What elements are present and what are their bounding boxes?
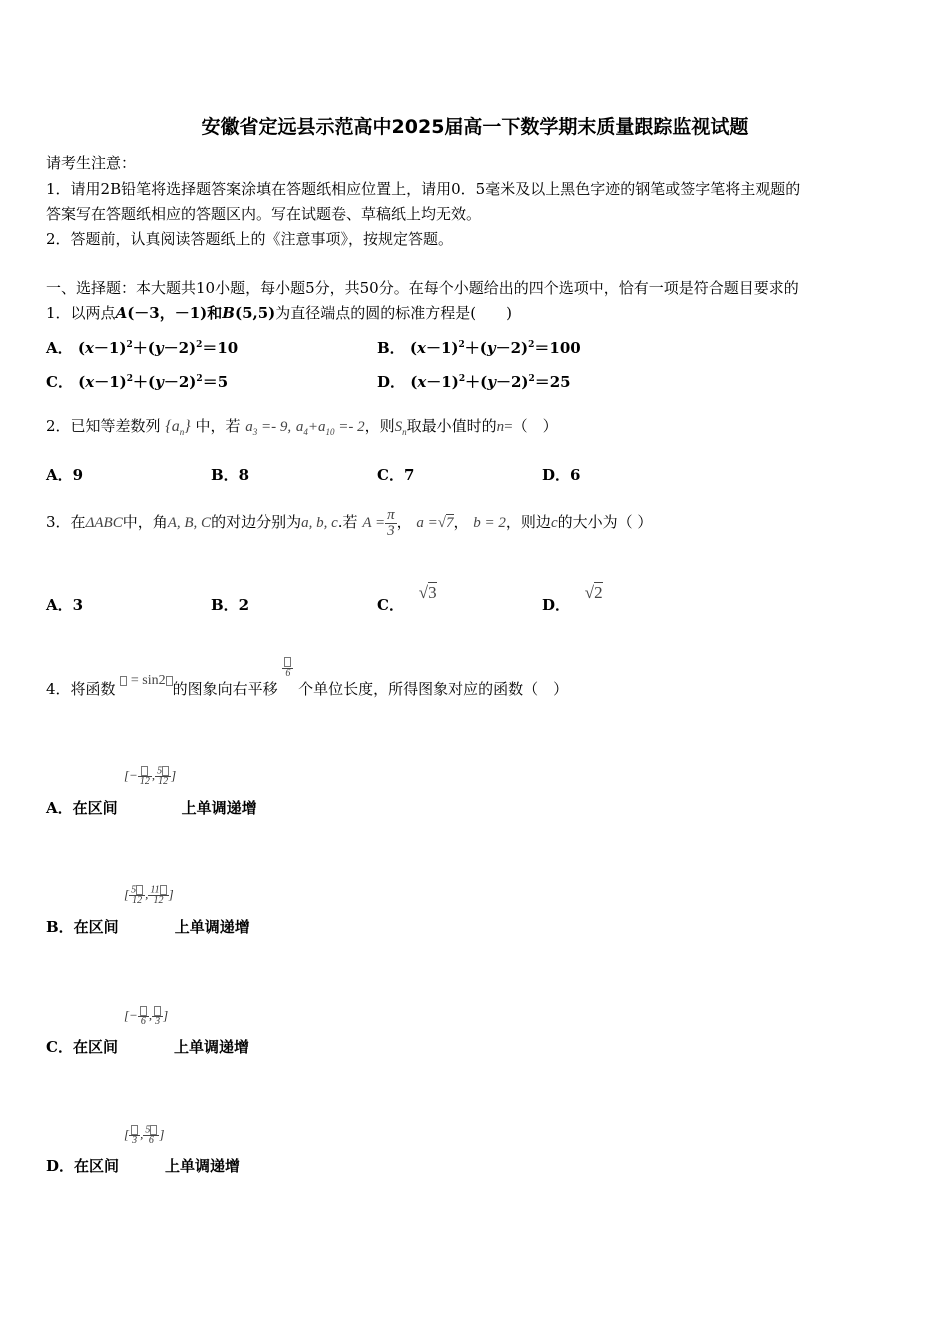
- q4-option-b: B．在区间 上单调递增: [46, 918, 250, 936]
- q4-option-d-interval: [ 3 , $\frac{5}{6}$ ]: [124, 1124, 165, 1147]
- q2-option-d: D．6: [542, 466, 581, 484]
- q3-option-c: C． √3: [377, 583, 437, 614]
- q1-option-a: A． $(x-1)^2+(y-2)^2=10$: [46, 339, 239, 357]
- q4-function: = sin2: [120, 673, 172, 688]
- notice-item1-line2: 答案写在答题纸相应的答题区内。写在试题卷、草稿纸上均无效。: [46, 205, 482, 223]
- page-title: 安徽省定远县示范高中2025届高一下数学期末质量跟踪监视试题: [201, 116, 749, 138]
- q2-number: 2．: [46, 417, 71, 435]
- q4-option-b-interval: [ $\frac{5}{12}$ , $\frac{11}{12}$ ]: [124, 884, 174, 907]
- q3-angle-a: A = $\frac{\pi}{3}$: [362, 507, 395, 539]
- q3-stem: 3．在ΔABC中，角A, B, C的对边分别为a, b, c.若 A = $\frac{\pi}{3}$ ， a =√7， b = 2，则边c的大小为（ ）: [46, 507, 653, 539]
- notice-item1-line1: 1．请用2B铅笔将选择题答案涂填在答题纸相应位置上，请用0．5毫米及以上黑色字迹的钢笔或签字笔将主观题的: [46, 180, 801, 198]
- q4-option-d: D．在区间 上单调递增: [46, 1157, 241, 1175]
- q2-sum: $S_n$: [394, 419, 407, 437]
- q4-option-c-interval: [− 6 , 3 ]: [124, 1007, 169, 1028]
- q2-stem: 2．已知等差数列 $\{a_n\}$ 中，若 $a_3 =- 9$, $a_4+a_{10} =- 2$，则$S_n$取最小值时的n=（ ）: [46, 417, 558, 438]
- q4-stem: 4．将函数 = sin2 的图象向右平移 6 个单位长度，所得图象对应的函数（ ）: [46, 678, 568, 701]
- notice-heading: 请考生注意：: [46, 154, 137, 172]
- q2-option-b: B．8: [211, 466, 250, 484]
- q1-stem: 1．以两点A(－3，－1)和B(5,5)为直径端点的圆的标准方程是( ): [46, 304, 512, 322]
- q4-number: 4．: [46, 680, 71, 698]
- q1-number: 1．: [46, 304, 71, 322]
- q3-option-d: D． √2: [542, 583, 603, 614]
- q1-option-b: B． $(x-1)^2+(y-2)^2=100$: [377, 339, 581, 357]
- q4-shift: 6: [282, 657, 293, 678]
- q3-option-a: A．3: [46, 596, 84, 614]
- q4-option-c: C．在区间 上单调递增: [46, 1038, 249, 1056]
- section1-heading: 一、选择题：本大题共10小题，每小题5分，共50分。在每个小题给出的四个选项中，恰有一项是符合题目要求的: [46, 279, 799, 297]
- q3-number: 3．: [46, 512, 71, 531]
- q3-side-b: b = 2: [473, 514, 506, 531]
- q1-option-d: D． $(x-1)^2+(y-2)^2=25$: [377, 373, 571, 391]
- q3-option-b: B．2: [211, 596, 250, 614]
- notice-item2: 2．答题前，认真阅读答题纸上的《注意事项》，按规定答题。: [46, 230, 454, 248]
- q4-option-a: A．在区间 上单调递增: [46, 799, 257, 817]
- q2-sequence: $\{a_n\}$: [165, 418, 191, 438]
- q2-condition-2: $a_4+a_{10} =- 2$: [295, 419, 365, 437]
- q2-option-c: C．7: [377, 466, 415, 484]
- q4-option-a-interval: [− 12 , $\frac{5}{12}$ ]: [124, 765, 177, 788]
- q1-option-c: C． $(x-1)^2+(y-2)^2=5$: [46, 373, 229, 391]
- q3-side-a: a =√7: [416, 514, 454, 531]
- q2-condition-1: $a_3 =- 9$,: [245, 419, 292, 437]
- q2-option-a: A．9: [46, 466, 84, 484]
